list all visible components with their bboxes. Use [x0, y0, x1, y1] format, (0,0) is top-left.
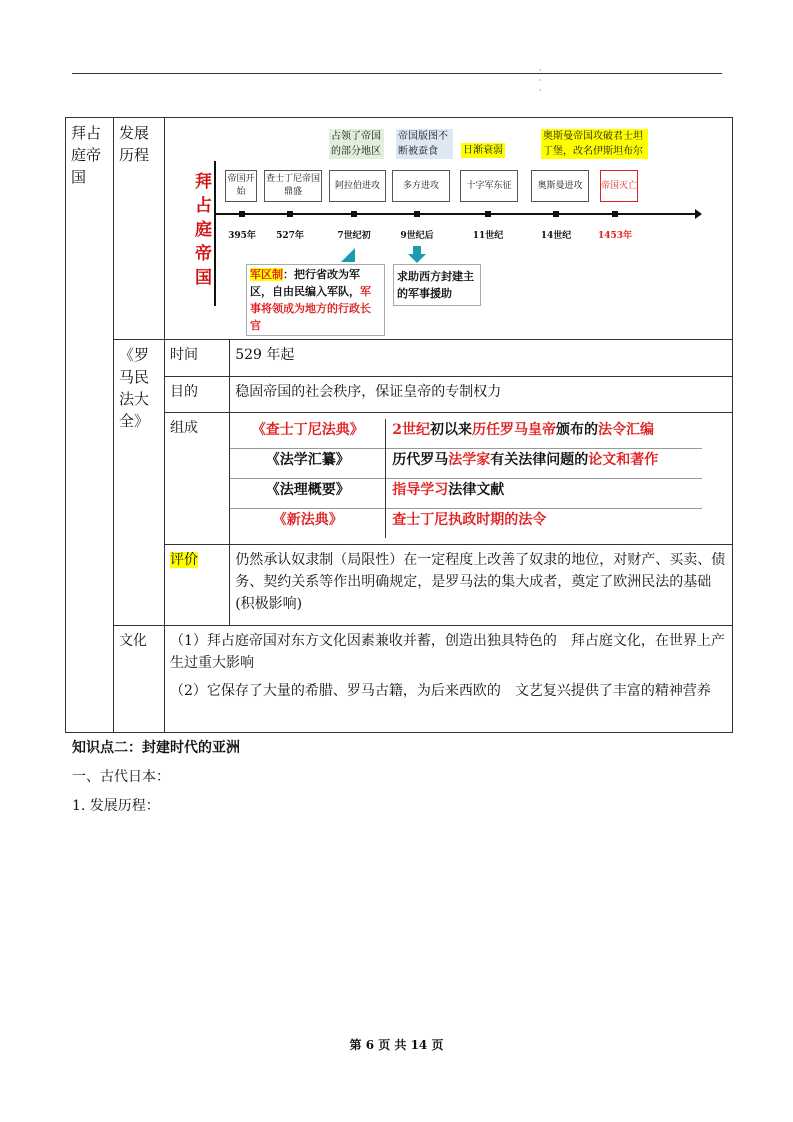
timeline-event-box: 帝国开始	[225, 170, 257, 202]
timeline-dot	[351, 211, 357, 217]
development-label: 发展历程	[114, 118, 165, 340]
culture-p1: （1）拜占庭帝国对东方文化因素兼收并蓄，创造出独具特色的 拜占庭文化，在世界上产生过重大影响	[170, 633, 725, 671]
component-row	[230, 449, 702, 479]
timeline-diagram	[165, 118, 732, 339]
timeline-cell	[165, 118, 733, 340]
component-desc-part: 法律文献	[448, 482, 505, 498]
component-desc	[386, 509, 702, 539]
component-name: 《法理概要》	[230, 479, 386, 509]
purpose-value: 稳固帝国的社会秩序，保证皇帝的专制权力	[230, 377, 733, 413]
component-row	[230, 419, 702, 449]
component-desc-part: 初以来	[429, 422, 472, 438]
component-desc-part: 查士丁尼执政时期的法令	[392, 512, 547, 528]
arrow-down-head-icon	[408, 254, 426, 263]
component-desc-part: 有关法律问题的	[490, 452, 589, 468]
note-eroded: 帝国版图不断被蚕食	[396, 129, 453, 159]
timeline-year: 395年	[228, 231, 256, 241]
components-label: 组成	[165, 413, 230, 545]
arrow-head-icon	[695, 209, 702, 219]
timeline-year: 14世纪	[540, 231, 572, 241]
timeline-event-box: 阿拉伯进攻	[329, 170, 386, 202]
component-row	[230, 479, 702, 509]
evaluation-label: 评价	[170, 552, 198, 568]
arrow-down-left-icon	[341, 248, 355, 262]
timeline-event-box: 帝国灭亡	[600, 170, 638, 202]
timeline-dot	[612, 211, 618, 217]
component-desc	[386, 419, 702, 449]
timeline-event-box: 多方进攻	[392, 170, 450, 202]
note-help: 求助西方封建主的军事援助	[393, 264, 481, 306]
section-title: 知识点二：封建时代的亚洲	[72, 740, 240, 756]
header-rule	[72, 73, 722, 74]
components-cell	[230, 413, 733, 545]
component-desc-part: 法令汇编	[597, 422, 654, 438]
culture-label: 文化	[114, 626, 165, 733]
component-desc-part: 历任罗马皇帝	[471, 422, 556, 438]
vertical-axis	[214, 161, 216, 306]
component-desc-part: 2世纪	[392, 422, 430, 438]
culture-p2: （2）它保存了大量的希腊、罗马古籍，为后来西欧的 文艺复兴提供了丰富的精神营养	[170, 683, 711, 699]
timeline-event-box: 查士丁尼帝国鼎盛	[264, 170, 322, 202]
junqu-text: ：把行省改为军区，自由民编入军队，	[250, 268, 360, 298]
timeline-dot	[414, 211, 420, 217]
empire-cell: 拜占庭帝国	[66, 118, 114, 733]
byzantine-table	[65, 117, 733, 733]
note-occupied: 占领了帝国的部分地区	[329, 129, 384, 159]
components-table	[230, 419, 702, 538]
timeline-dot	[239, 211, 245, 217]
junqu-term: 军区制	[250, 268, 283, 281]
timeline-dot	[485, 211, 491, 217]
timeline-event-box: 十字军东征	[460, 170, 518, 202]
note-ottoman: 奥斯曼帝国攻破君士坦丁堡，改名伊斯坦布尔	[541, 129, 648, 159]
note-junqu	[246, 264, 385, 336]
timeline-dot	[287, 211, 293, 217]
timeline-dot	[553, 211, 559, 217]
component-desc-part: 法学家	[448, 452, 491, 468]
timeline-year: 527年	[276, 231, 304, 241]
header-dots: · · ·	[539, 66, 542, 95]
purpose-label: 目的	[165, 377, 230, 413]
evaluation-value: 仍然承认奴隶制（局限性）在一定程度上改善了奴隶的地位，对财产、买卖、债务、契约关系等作出明确规定，是罗马法的集大成者，奠定了欧洲民法的基础(积极影响)	[230, 545, 733, 626]
culture-cell	[165, 626, 733, 733]
evaluation-label-cell	[165, 545, 230, 626]
component-desc	[386, 479, 702, 509]
junqu-text-red: 军事将领成为地方的行政长官	[250, 285, 371, 332]
component-row	[230, 509, 702, 539]
component-name: 《查士丁尼法典》	[230, 419, 386, 449]
timeline-year: 11世纪	[472, 231, 504, 241]
arrow-down-icon	[413, 246, 421, 254]
component-desc	[386, 449, 702, 479]
component-name: 《法学汇纂》	[230, 449, 386, 479]
component-desc-part: 指导学习	[392, 482, 449, 498]
note-declining: 日渐衰弱	[463, 145, 503, 156]
time-value: 529 年起	[230, 340, 733, 377]
item-title: 1. 发展历程：	[72, 798, 160, 814]
timeline-year: 1453年	[597, 231, 633, 241]
component-desc-part: 颁布的	[555, 422, 598, 438]
component-desc-part: 论文和著作	[588, 452, 659, 468]
component-name: 《新法典》	[230, 509, 386, 539]
timeline-title: 拜占庭帝国	[195, 172, 212, 288]
timeline-year: 9世纪后	[400, 231, 434, 241]
timeline-year: 7世纪初	[337, 231, 371, 241]
subsection-title: 一、古代日本：	[72, 769, 170, 785]
component-desc-part: 历代罗马	[392, 452, 449, 468]
timeline-event-box: 奥斯曼进攻	[531, 170, 589, 202]
law-label: 《罗马民法大全》	[114, 340, 165, 626]
time-label: 时间	[165, 340, 230, 377]
page-footer: 第 6 页 共 14 页	[349, 1038, 444, 1052]
